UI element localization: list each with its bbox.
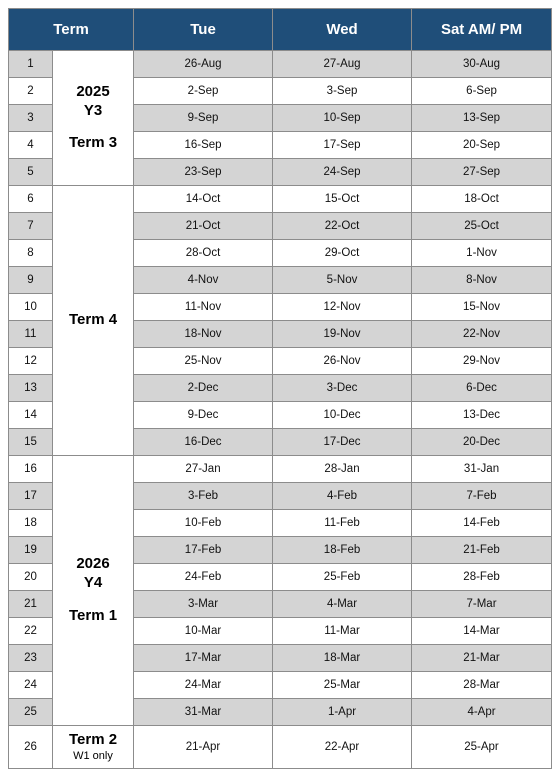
- tue-date: 24-Mar: [134, 672, 273, 699]
- tue-date: 10-Feb: [134, 510, 273, 537]
- sat-date: 20-Sep: [412, 132, 552, 159]
- wed-date: 4-Feb: [273, 483, 412, 510]
- week-number: 17: [9, 483, 53, 510]
- sat-date: 4-Apr: [412, 699, 552, 726]
- table-row: [9, 726, 552, 769]
- table-row: [9, 186, 552, 213]
- sat-date: 28-Feb: [412, 564, 552, 591]
- wed-date: 10-Dec: [273, 402, 412, 429]
- term-year: 2026: [76, 555, 110, 573]
- tue-date: 17-Feb: [134, 537, 273, 564]
- week-number: 9: [9, 267, 53, 294]
- wed-date: 25-Feb: [273, 564, 412, 591]
- week-number: 13: [9, 375, 53, 402]
- tue-date: 3-Feb: [134, 483, 273, 510]
- sat-date: 7-Feb: [412, 483, 552, 510]
- tue-date: 2-Sep: [134, 78, 273, 105]
- term-name: Term 3: [68, 134, 118, 152]
- table-row: [9, 51, 552, 78]
- wed-date: 24-Sep: [273, 159, 412, 186]
- sat-date: 8-Nov: [412, 267, 552, 294]
- sat-date: 21-Mar: [412, 645, 552, 672]
- sat-date: 7-Mar: [412, 591, 552, 618]
- sat-date: 22-Nov: [412, 321, 552, 348]
- week-number: 26: [9, 726, 53, 769]
- sat-date: 27-Sep: [412, 159, 552, 186]
- header-wed: Wed: [273, 9, 412, 51]
- wed-date: 3-Dec: [273, 375, 412, 402]
- week-number: 12: [9, 348, 53, 375]
- week-number: 24: [9, 672, 53, 699]
- week-number: 15: [9, 429, 53, 456]
- tue-date: 16-Sep: [134, 132, 273, 159]
- sat-date: 13-Dec: [412, 402, 552, 429]
- sat-date: 6-Sep: [412, 78, 552, 105]
- tue-date: 18-Nov: [134, 321, 273, 348]
- week-number: 2: [9, 78, 53, 105]
- sat-date: 14-Mar: [412, 618, 552, 645]
- week-number: 25: [9, 699, 53, 726]
- week-number: 8: [9, 240, 53, 267]
- tue-date: 31-Mar: [134, 699, 273, 726]
- term-label-cell: [53, 186, 134, 456]
- wed-date: 12-Nov: [273, 294, 412, 321]
- term-year-level: Y3: [83, 101, 103, 119]
- week-number: 3: [9, 105, 53, 132]
- sat-date: 20-Dec: [412, 429, 552, 456]
- wed-date: 18-Mar: [273, 645, 412, 672]
- wed-date: 19-Nov: [273, 321, 412, 348]
- tue-date: 17-Mar: [134, 645, 273, 672]
- term-name: Term 2: [68, 730, 118, 748]
- week-number: 22: [9, 618, 53, 645]
- week-number: 1: [9, 51, 53, 78]
- tue-date: 14-Oct: [134, 186, 273, 213]
- header-row: [9, 9, 552, 51]
- tue-date: 26-Aug: [134, 51, 273, 78]
- tue-date: 28-Oct: [134, 240, 273, 267]
- term-label-cell: [53, 726, 134, 769]
- tue-date: 21-Oct: [134, 213, 273, 240]
- week-number: 11: [9, 321, 53, 348]
- sat-date: 28-Mar: [412, 672, 552, 699]
- tue-date: 11-Nov: [134, 294, 273, 321]
- term-name: Term 4: [68, 311, 118, 329]
- tue-date: 21-Apr: [134, 726, 273, 769]
- wed-date: 11-Feb: [273, 510, 412, 537]
- tue-date: 3-Mar: [134, 591, 273, 618]
- schedule-table: [8, 8, 552, 769]
- sat-date: 14-Feb: [412, 510, 552, 537]
- wed-date: 17-Sep: [273, 132, 412, 159]
- week-number: 6: [9, 186, 53, 213]
- sat-date: 18-Oct: [412, 186, 552, 213]
- sat-date: 29-Nov: [412, 348, 552, 375]
- week-number: 4: [9, 132, 53, 159]
- week-number: 20: [9, 564, 53, 591]
- sat-date: 15-Nov: [412, 294, 552, 321]
- week-number: 10: [9, 294, 53, 321]
- wed-date: 22-Apr: [273, 726, 412, 769]
- term-year: 2025: [76, 82, 110, 100]
- tue-date: 2-Dec: [134, 375, 273, 402]
- header-sat: Sat AM/ PM: [412, 9, 552, 51]
- header-tue: Tue: [134, 9, 273, 51]
- sat-date: 25-Apr: [412, 726, 552, 769]
- tue-date: 16-Dec: [134, 429, 273, 456]
- week-number: 19: [9, 537, 53, 564]
- wed-date: 18-Feb: [273, 537, 412, 564]
- wed-date: 15-Oct: [273, 186, 412, 213]
- wed-date: 26-Nov: [273, 348, 412, 375]
- week-number: 23: [9, 645, 53, 672]
- wed-date: 25-Mar: [273, 672, 412, 699]
- wed-date: 10-Sep: [273, 105, 412, 132]
- wed-date: 1-Apr: [273, 699, 412, 726]
- tue-date: 23-Sep: [134, 159, 273, 186]
- wed-date: 29-Oct: [273, 240, 412, 267]
- tue-date: 9-Dec: [134, 402, 273, 429]
- wed-date: 27-Aug: [273, 51, 412, 78]
- sat-date: 25-Oct: [412, 213, 552, 240]
- sat-date: 31-Jan: [412, 456, 552, 483]
- week-number: 5: [9, 159, 53, 186]
- table-row: [9, 456, 552, 483]
- term-year-level: Y4: [83, 574, 103, 592]
- sat-date: 6-Dec: [412, 375, 552, 402]
- week-number: 18: [9, 510, 53, 537]
- sat-date: 1-Nov: [412, 240, 552, 267]
- wed-date: 4-Mar: [273, 591, 412, 618]
- wed-date: 28-Jan: [273, 456, 412, 483]
- tue-date: 10-Mar: [134, 618, 273, 645]
- sat-date: 30-Aug: [412, 51, 552, 78]
- week-number: 7: [9, 213, 53, 240]
- sat-date: 13-Sep: [412, 105, 552, 132]
- week-number: 16: [9, 456, 53, 483]
- wed-date: 11-Mar: [273, 618, 412, 645]
- tue-date: 4-Nov: [134, 267, 273, 294]
- tue-date: 25-Nov: [134, 348, 273, 375]
- term-label-cell: [53, 456, 134, 726]
- wed-date: 17-Dec: [273, 429, 412, 456]
- week-number: 14: [9, 402, 53, 429]
- term-name: Term 1: [68, 606, 118, 624]
- wed-date: 5-Nov: [273, 267, 412, 294]
- term-note: W1 only: [73, 749, 113, 762]
- tue-date: 27-Jan: [134, 456, 273, 483]
- term-label-cell: [53, 51, 134, 186]
- tue-date: 9-Sep: [134, 105, 273, 132]
- header-term: Term: [9, 9, 134, 51]
- week-number: 21: [9, 591, 53, 618]
- wed-date: 22-Oct: [273, 213, 412, 240]
- wed-date: 3-Sep: [273, 78, 412, 105]
- tue-date: 24-Feb: [134, 564, 273, 591]
- sat-date: 21-Feb: [412, 537, 552, 564]
